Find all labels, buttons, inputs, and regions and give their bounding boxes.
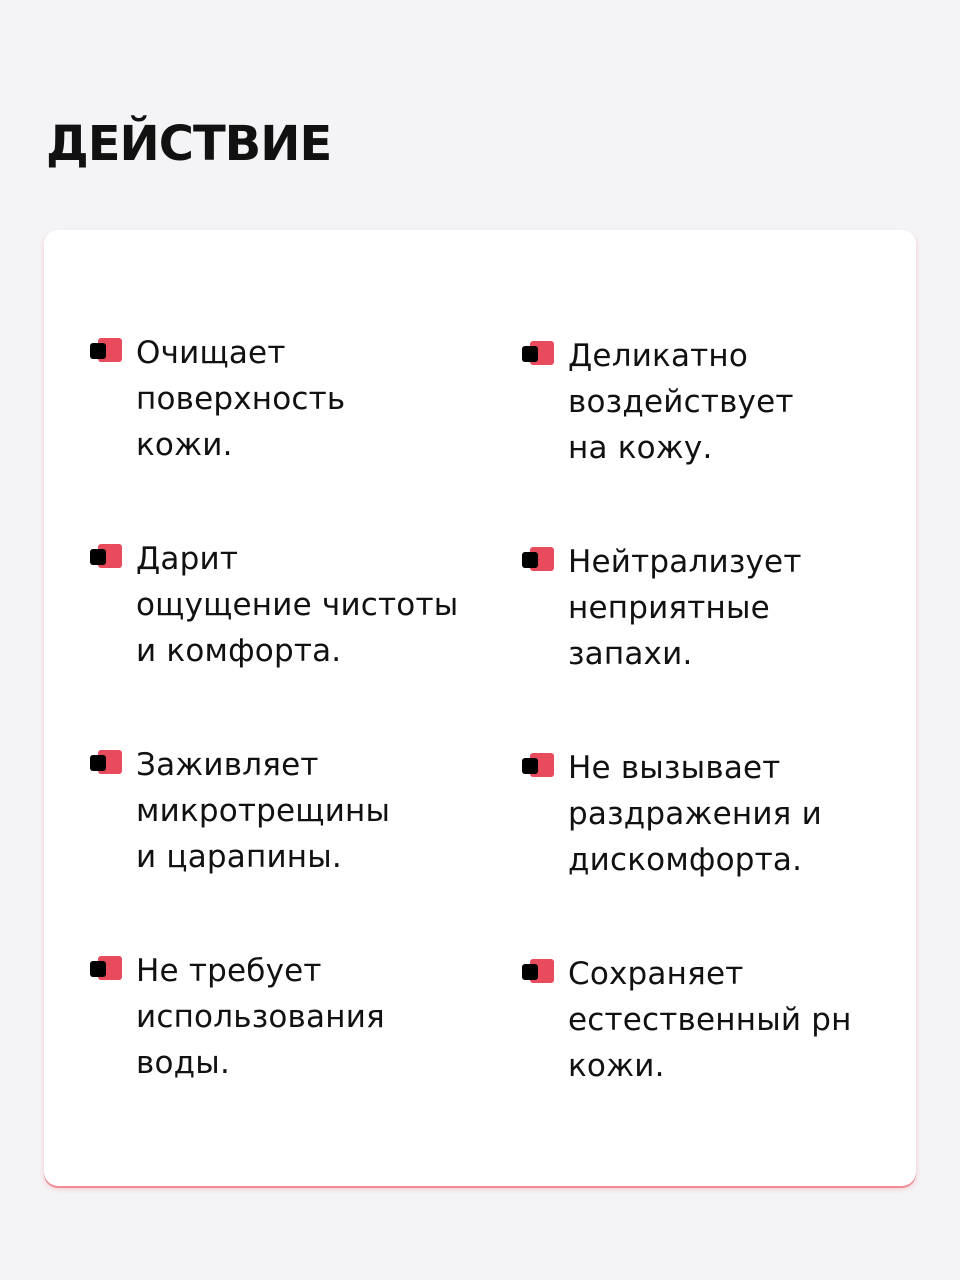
page-title: ДЕЙСТВИЕ [46,116,332,172]
feature-text: Нейтрализует неприятные запахи. [568,544,802,672]
feature-item-odors [522,539,802,677]
feature-text: Не вызывает раздражения и дискомфорта. [568,750,822,878]
features-card [44,230,916,1186]
bullet-icon [522,341,554,371]
feature-item-gentle [522,333,794,471]
feature-text: Очищает поверхность кожи. [136,335,346,463]
bullet-icon [522,753,554,783]
feature-item-cleanses [90,330,345,468]
feature-item-ph [522,951,852,1089]
bullet-icon [90,956,122,986]
bullet-icon [522,547,554,577]
bullet-icon [90,544,122,574]
feature-text: Не требует использования воды. [136,953,385,1081]
feature-item-heals [90,742,390,880]
feature-item-no-irritation [522,745,822,883]
bullet-icon [90,338,122,368]
feature-item-freshness [90,536,458,674]
bullet-icon [90,750,122,780]
feature-text: Дарит ощущение чистоты и комфорта. [136,541,459,669]
feature-item-no-water [90,948,385,1086]
feature-text: Деликатно воздействует на кожу. [568,338,794,466]
feature-text: Сохраняет естественный рн кожи. [568,956,852,1084]
feature-text: Заживляет микротрещины и царапины. [136,747,391,875]
bullet-icon [522,959,554,989]
